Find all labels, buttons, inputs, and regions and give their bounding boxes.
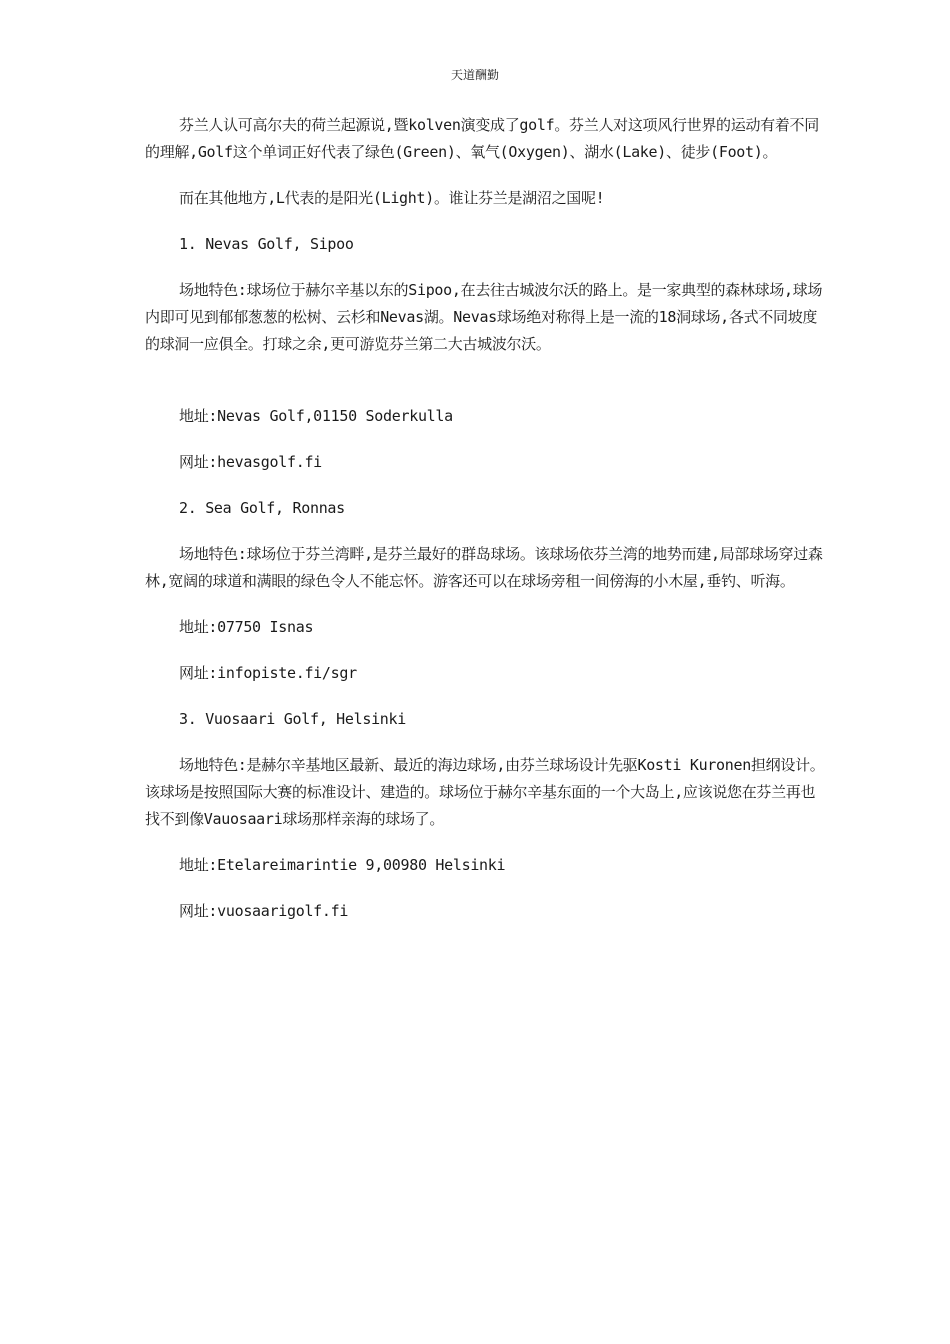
document-body	[145, 112, 825, 944]
course-website-1: 网址:hevasgolf.fi	[179, 453, 322, 471]
intro-paragraph: 芬兰人认可高尔夫的荷兰起源说,暨kolven演变成了golf。芬兰人对这项风行世界的运动有着不同的理解,Golf这个单词正好代表了绿色(Green)、氧气(Oxygen)、湖水(Lake)、徒步(Foot)。	[145, 116, 819, 161]
course-title-2: 2. Sea Golf, Ronnas	[179, 499, 345, 517]
course-website-3: 网址:vuosaarigolf.fi	[179, 902, 349, 920]
course-address-2: 地址:07750 Isnas	[179, 618, 314, 636]
course-address-3: 地址:Etelareimarintie 9,00980 Helsinki	[179, 856, 506, 874]
course-address-1: 地址:Nevas Golf,01150 Soderkulla	[179, 407, 453, 425]
intro-paragraph-2: 而在其他地方,L代表的是阳光(Light)。谁让芬兰是湖沼之国呢!	[179, 189, 605, 207]
course-title-1: 1. Nevas Golf, Sipoo	[179, 235, 354, 253]
course-features-1: 场地特色:球场位于赫尔辛基以东的Sipoo,在去往古城波尔沃的路上。是一家典型的森林球场,球场内即可见到郁郁葱葱的松树、云杉和Nevas湖。Nevas球场绝对称得上是一流的18洞球场,各式不同坡度的球洞一应俱全。打球之余,更可游览芬兰第二大古城波尔沃。	[145, 281, 823, 353]
course-title-3: 3. Vuosaari Golf, Helsinki	[179, 710, 407, 728]
course-features-2: 场地特色:球场位于芬兰湾畔,是芬兰最好的群岛球场。该球场依芬兰湾的地势而建,局部球场穿过森林,宽阔的球道和满眼的绿色令人不能忘怀。游客还可以在球场旁租一间傍海的小木屋,垂钓、听海。	[145, 545, 823, 590]
page-header: 天道酬勤	[450, 68, 499, 82]
course-features-3: 场地特色:是赫尔辛基地区最新、最近的海边球场,由芬兰球场设计先驱Kosti Kuronen担纲设计。该球场是按照国际大赛的标准设计、建造的。球场位于赫尔辛基东面的一个大岛上,应该说您在芬兰再也找不到像Vauosaari球场那样亲海的球场了。	[145, 756, 825, 828]
course-website-2: 网址:infopiste.fi/sgr	[179, 664, 357, 682]
